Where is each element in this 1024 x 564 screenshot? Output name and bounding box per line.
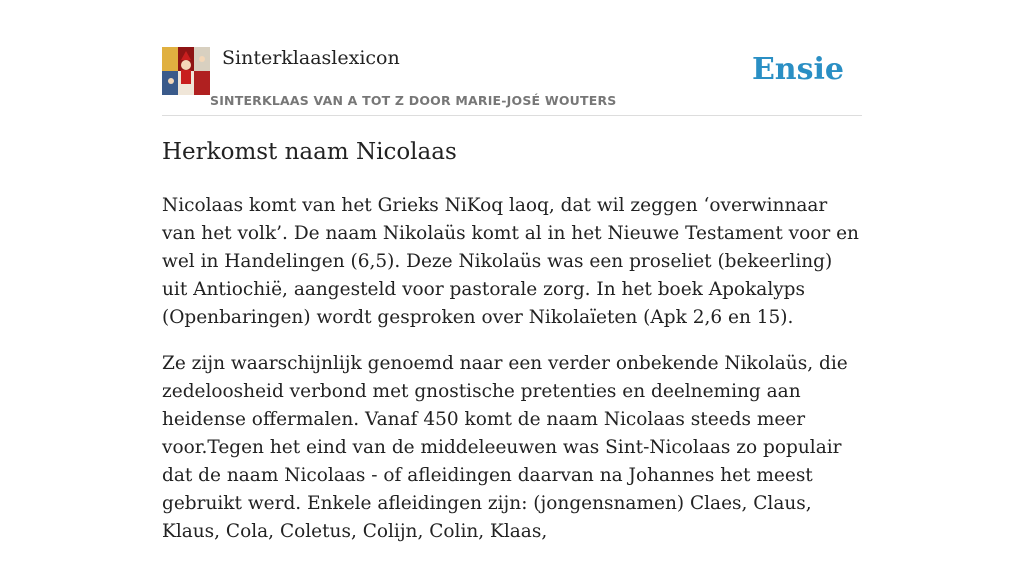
site-header: [162, 46, 862, 116]
brand-logo[interactable]: Ensie: [751, 52, 844, 87]
article-title: Herkomst naam Nicolaas: [162, 139, 457, 165]
article-paragraph: Nicolaas komt van het Grieks NiKoq laoq, dat wil zeggen ‘overwinnaar van het volk’. De naam Nikolaüs komt al in het Nieuwe Testament voor en wel in Handelingen (6,5). Deze Nikolaüs was een proseliet (bekeerling) uit Antiochië, aangesteld voor pastorale zorg. In het boek Apokalyps (Openbaringen) wordt gesproken over Nikolaïeten (Apk 2,6 en 15).: [162, 195, 859, 328]
site-name[interactable]: Sinterklaaslexicon: [222, 47, 400, 69]
article-paragraph: Ze zijn waarschijnlijk genoemd naar een verder onbekende Nikolaüs, die zedeloosheid verbond met gnostische pretenties en deelneming aan heidense offermalen. Vanaf 450 komt de naam Nicolaas steeds meer voor.Tegen het eind van de middeleeuwen was Sint-Nicolaas zo populair dat de naam Nicolaas - of afleidingen daarvan na Johannes het meest gebruikt werd. Enkele afleidingen zijn: (jongensnamen) Claes, Claus, Klaus, Cola, Coletus, Colijn, Colin, Klaas,: [162, 353, 848, 542]
article-body: [162, 192, 862, 564]
avatar-image: [162, 47, 210, 95]
site-avatar[interactable]: [162, 47, 210, 95]
site-subtitle: SINTERKLAAS VAN A TOT Z DOOR MARIE-JOSÉ WOUTERS: [210, 93, 617, 108]
header-divider: [162, 115, 862, 116]
